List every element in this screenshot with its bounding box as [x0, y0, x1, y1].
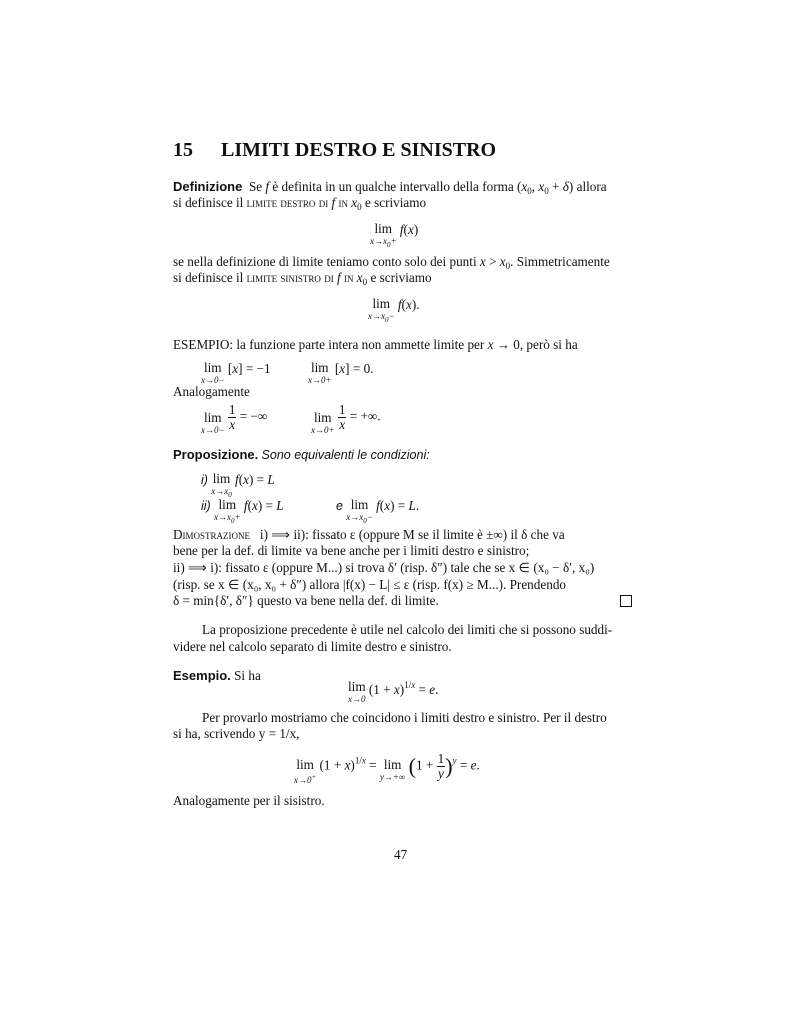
proposition-item-2: ii) lim $x\to x_0+$ f(x) = L — [201, 497, 284, 525]
example2-text: Si ha — [234, 668, 261, 683]
section-heading — [173, 139, 496, 162]
proof-line-3: ii) ⟹ i): fissato ε (oppure M...) si trova δ′ (risp. δ″) tale che se x ∈ (x₀ − δ′, x₀) — [173, 560, 595, 575]
formula-reciprocal-right: lim x→0+ $\frac{1}{x}$ = +∞. — [311, 402, 381, 435]
remark-line-2: videre nel calcolo separato di limite destro e sinistro. — [173, 639, 452, 654]
definition-text: e scriviamo — [370, 270, 432, 285]
definition-line-3: se nella definizione di limite teniamo conto solo dei punti $x > x_0$. Simmetricamente — [173, 254, 610, 271]
definition-label: Definizione — [173, 179, 243, 194]
section-number: 15 — [173, 139, 193, 161]
proposition-label: Proposizione. — [173, 447, 259, 462]
definition-text: è definita in un qualche intervallo della forma — [272, 179, 514, 194]
page-number: 47 — [394, 847, 408, 862]
proof-line-5: δ = min{δ′, δ″} questo va bene nella def. di limite. — [173, 593, 439, 608]
proposition-item-1: i) lim $x\to x_0$ f(x) = L — [201, 471, 275, 499]
formula-substitution: lim x→0+ $(1 + x)^{1/x}$ = lim y→+∞ (1 + $\frac{1}{y}$ )$^y$ = e. — [294, 751, 480, 785]
example1-text: , però si ha — [519, 337, 578, 352]
example2-text-2: si ha, scrivendo y = 1/x, — [173, 726, 300, 741]
formula-floor-right: lim x→0+ [x] = 0. — [308, 360, 374, 385]
conjunction: e — [336, 499, 343, 513]
formula-e-limit: lim x→0 $(1 + x)^{1/x} = e$. — [348, 679, 439, 704]
definition-text: e scriviamo — [364, 195, 427, 210]
example2-text-1: Per provarlo mostriamo che coincidono i limiti destro e sinistro. Per il destro — [202, 710, 607, 725]
definition-text: se nella definizione di limite teniamo conto solo dei punti — [173, 254, 477, 269]
example1-line: ESEMPIO: la funzione parte intera non ammette limite per x → 0, però si ha — [173, 337, 578, 352]
proof-line-2: bene per la def. di limite va bene anche per i limiti destro e sinistro; — [173, 543, 530, 558]
formula-reciprocal-left: lim x→0− $\frac{1}{x}$ = −∞ — [201, 402, 268, 435]
proposition-line — [173, 447, 430, 463]
definition-line-1: Definizione Se f è definita in un qualche intervallo della forma ($x_0$, $x_0 + \delta$) allora — [173, 179, 607, 196]
example2-line — [173, 668, 261, 684]
definition-line-2: si definisce il limite destro di f in $x_0$ e scriviamo — [173, 195, 427, 212]
example2-label: Esempio. — [173, 668, 231, 683]
proposition-statement: Sono equivalenti le condizioni: — [261, 448, 430, 462]
proof-label: Dimostrazione — [173, 527, 251, 542]
proof-line-4: (risp. se x ∈ (x₀, x₀ + δ″) allora |f(x) − L| ≤ ε (risp. f(x) ≥ M...). Prendendo — [173, 577, 567, 592]
definition-text: si definisce il — [173, 195, 244, 210]
definition-text: si definisce il — [173, 270, 244, 285]
definition-text: Se — [248, 179, 263, 194]
formula-floor-left: lim x→0− [x] = −1 — [201, 360, 271, 385]
definition-line-4: si definisce il limite sinistro di f in $x_0$ e scriviamo — [173, 270, 432, 287]
section-title: LIMITI DESTRO E SINISTRO — [221, 139, 497, 161]
definition-term: limite sinistro di — [246, 270, 334, 285]
item-marker: ii) — [201, 499, 211, 513]
definition-term: in — [343, 270, 354, 285]
definition-text: allora — [576, 179, 607, 194]
definition-term: limite destro di — [246, 195, 329, 210]
item-marker: i) — [201, 473, 208, 487]
qed-square-icon — [620, 595, 632, 607]
formula-left-limit: lim $x\to x_0-$ f(x). — [368, 296, 420, 324]
proposition-item-2b: e lim $x\to x_0-$ f(x) = L. — [336, 497, 420, 525]
definition-term: in — [338, 195, 348, 210]
analog-label: Analogamente — [173, 384, 250, 399]
formula-right-limit: lim $x\to x_0+$ f(x) — [370, 221, 419, 249]
definition-text: . Simmetricamente — [510, 254, 610, 269]
example2-closing: Analogamente per il sisistro. — [173, 793, 325, 808]
example1-text: ESEMPIO: la funzione parte intera non ammette limite per — [173, 337, 485, 352]
remark-line-1: La proposizione precedente è utile nel calcolo dei limiti che si possono suddi- — [202, 622, 613, 637]
proof-line-1 — [173, 527, 565, 543]
proof-text: i) ⟹ ii): fissato ε (oppure M se il limite è ±∞) il δ che va — [259, 527, 565, 542]
